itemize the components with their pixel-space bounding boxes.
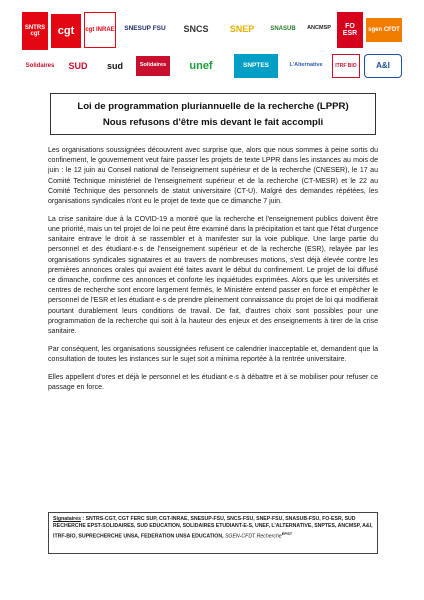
sgen-cfdt-logo: sgen CFDT: [366, 18, 402, 42]
title-box: [50, 93, 376, 135]
snasub-logo: SNASUB: [265, 18, 301, 40]
cgt-logo: cgt: [51, 14, 81, 48]
ancmsp-logo: ANCMSP: [304, 20, 334, 38]
unef-logo: unef: [178, 54, 224, 78]
sud-education-logo: SUD: [62, 54, 94, 78]
solidaires-etudiants-logo: Solidaires: [22, 58, 58, 74]
alternative-logo: L'Alternative: [284, 56, 328, 76]
paragraph: Par conséquent, les organisations soussignées refusent ce calendrier inacceptable et, demandent que la consultation de toutes les instances sur le sujet soit a minima reportée à la rentrée universitaire.: [48, 345, 378, 363]
paragraph: Les organisations soussignées découvrent avec surprise que, alors que nous sommes à peine sortis du confinement, le gouvernement veut faire passer les projets de texte LPPR dans les instances au mois de juin : le 12 juin au Conseil national de l'enseignement supérieur et de la recherche (CNESER), le 17 au Comité Technique ministériel de l'enseignement supérieur et de la recherche (CT-MESR) et le 22 au Comité Technique des personnels de statut universitaire (CT-U). Malgré des demandes répétées, les organisations syndicales n'ont eu le projet de texte que ce dimanche 7 juin.: [48, 147, 378, 206]
signatories-label: Signataires: [53, 516, 81, 522]
snptes-logo: SNPTES: [234, 54, 278, 78]
snesup-fsu-logo: SNESUP FSU: [120, 18, 170, 40]
signatories-sup: EPST: [281, 531, 293, 537]
logo-banner: [22, 8, 402, 84]
itrf-bio-logo: ITRF BIO: [332, 54, 360, 78]
body-text: [48, 146, 378, 400]
signatories-list: : SNTRS-CGT, CGT FERC SUP, CGT-INRAE, SNESUP-FSU, SNCS-FSU, SNEP-FSU, SNASUB-FSU, FO-ESR, SUD RECHERCHE EPST-SOLIDAIRES, SUD EDUCATION, SOLIDAIRES ETUDIANT-E-S, UNEF, L'ALTERNATIVE, SNPTES, ANCMSP, A&I, ITRF-BIO, SUPRECHERCHE UNSA, FEDERATION UNSA EDUCATION,: [53, 516, 373, 541]
signatories-box: [48, 512, 378, 554]
sncs-logo: SNCS: [174, 16, 218, 42]
cgt-inrae-logo: cgt INRAE: [84, 12, 116, 48]
sntrs-cgt-logo: SNTRS cgt: [22, 12, 48, 50]
sud-recherche-logo: sud: [98, 54, 132, 78]
signatories-italic: SGEN-CFDT Recherche: [224, 534, 282, 541]
title-line-1: Loi de programmation pluriannuelle de la recherche (LPPR): [77, 100, 349, 112]
paragraph: La crise sanitaire due à la COVID-19 a montré que la recherche et l'enseignement publics doivent être une priorité, mais un tel projet de loi ne peut être examiné dans la précipitation et tant que l'état d'urgence sanitaire entrave le droit à se rassembler et à manifester sur la voie publique. Une large partie du personnel et des étudiant·e·s de l'enseignement supérieur et de la recherche (ESR), relayée par les organisations syndicales signataires et au travers de nombreuses motions, s'est déjà élevée contre les premières annonces orales qui avaient été faites avant le début du confinement. Le projet de loi diffusé ce dimanche, confirme ces annonces et conforte les inquiétudes exprimées. Alors que les universités et centres de recherche sont encore largement fermés, le Ministère entend passer en force et empêcher le personnel de l'ESR et les étudiant·e·s de prendre pleinement connaissance du projet de loi qui modifierait pourtant durablement leurs conditions de travail. De fait, d'autres choix sont possibles pour une programmation de la recherche qui soit à la hauteur des enjeux et des enseignements à tirer de la crise sanitaire.: [48, 215, 378, 335]
snep-logo: SNEP: [222, 18, 262, 40]
fo-esr-logo: FO ESR: [337, 12, 363, 48]
ai-unsa-logo: A&I: [364, 54, 402, 78]
paragraph: Elles appellent d'ores et déjà le personnel et les étudiant·e·s à débattre et à se mobiliser pour refuser ce passage en force.: [48, 373, 378, 391]
solidaires-logo: Solidaires: [136, 56, 170, 76]
title-line-2: Nous refusons d'être mis devant le fait accompli: [102, 116, 324, 128]
